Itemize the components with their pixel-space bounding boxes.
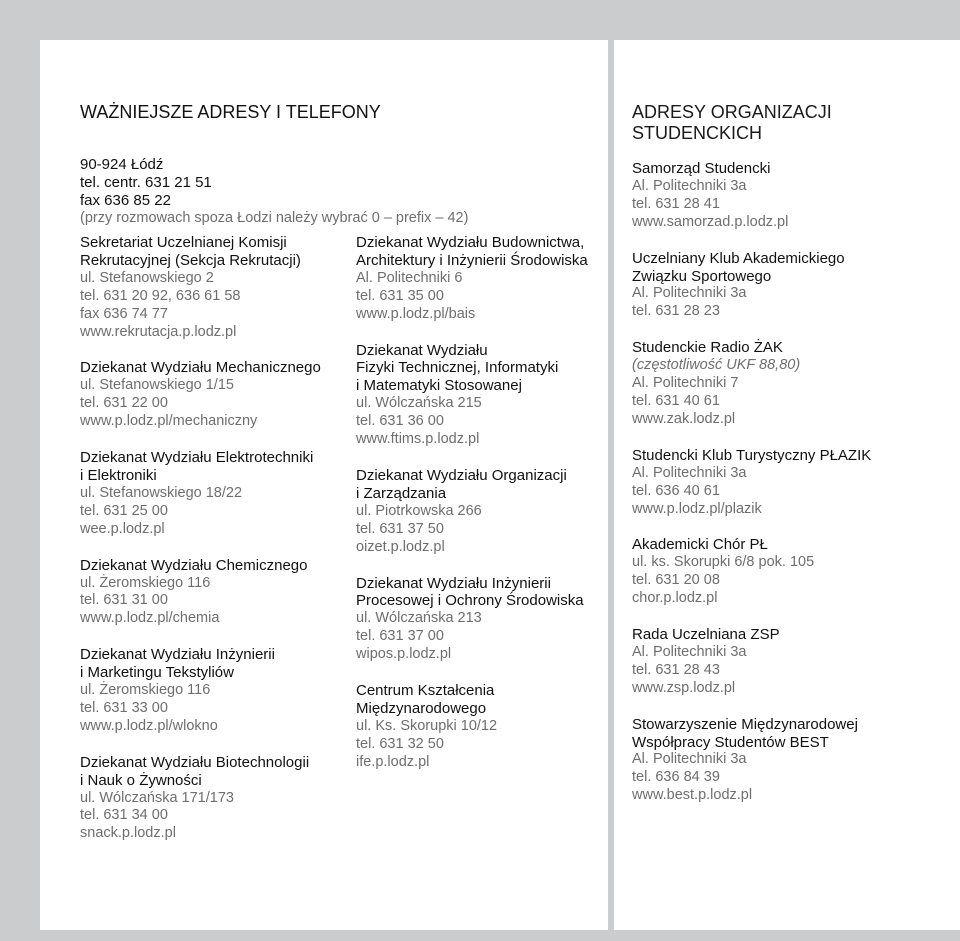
entry-detail: www.samorzad.p.lodz.pl (632, 213, 789, 230)
entry-detail: Al. Politechniki 3a (632, 464, 747, 481)
entry-detail: tel. 636 40 61 (632, 482, 720, 499)
entry-heading: Dziekanat Wydziału Biotechnologii (80, 753, 310, 771)
entry-detail: fax 636 74 77 (80, 305, 168, 322)
entry-detail: tel. 631 36 00 (356, 413, 444, 430)
address-entry (80, 234, 321, 341)
entry-detail: tel. 631 35 00 (356, 287, 444, 304)
entry-detail: Al. Politechniki 3a (632, 285, 747, 302)
entry-detail: ul. Stefanowskiego 18/22 (80, 484, 243, 501)
entry-heading: i Elektroniki (80, 466, 157, 484)
address-column-1 (80, 234, 321, 843)
intro-block (80, 156, 468, 228)
entry-detail: www.p.lodz.pl/plazik (632, 500, 762, 517)
entry-detail: tel. 631 37 00 (356, 628, 444, 645)
address-entry (356, 342, 588, 449)
entry-detail: wipos.p.lodz.pl (356, 646, 452, 663)
entry-heading: i Nauk o Żywności (80, 771, 202, 789)
entry-detail: tel. 631 28 41 (632, 195, 720, 212)
entry-detail: Al. Politechniki 6 (356, 269, 463, 286)
entry-heading: Studencki Klub Turystyczny PŁAZIK (632, 446, 872, 464)
entry-heading: i Marketingu Tekstyliów (80, 664, 234, 682)
entry-heading: Międzynarodowego (356, 699, 487, 717)
page-title: WAŻNIEJSZE ADRESY I TELEFONY (80, 102, 381, 122)
entry-heading: Dziekanat Wydziału Inżynierii (80, 646, 275, 664)
address-entry (632, 447, 871, 519)
entry-detail: tel. 631 37 50 (356, 520, 444, 537)
entry-heading: i Zarządzania (356, 484, 447, 502)
entry-detail: www.p.lodz.pl/mechaniczny (80, 413, 258, 430)
entry-detail: Al. Politechniki 3a (632, 751, 747, 768)
prefix-note: (przy rozmowach spoza Łodzi należy wybrać 0 – prefix – 42) (80, 209, 469, 226)
title-line: STUDENCKICH (632, 123, 763, 143)
entry-heading: Studenckie Radio ŻAK (632, 339, 783, 357)
city-line: 90-924 Łódź (80, 156, 164, 173)
entry-detail: snack.p.lodz.pl (80, 825, 176, 842)
entry-detail: tel. 631 31 00 (80, 592, 168, 609)
central-phone: tel. centr. 631 21 51 (80, 173, 212, 191)
student-orgs-title (632, 102, 832, 144)
entry-detail: oizet.p.lodz.pl (356, 538, 445, 555)
entry-detail: tel. 631 25 00 (80, 502, 168, 519)
right-panel (614, 40, 960, 930)
entry-detail: www.zak.lodz.pl (632, 410, 736, 427)
entry-detail: www.best.p.lodz.pl (632, 787, 753, 804)
entry-detail: tel. 631 20 92, 636 61 58 (80, 287, 241, 304)
address-entry (632, 250, 871, 322)
entry-detail: Al. Politechniki 3a (632, 177, 747, 194)
entry-detail: www.ftims.p.lodz.pl (356, 431, 480, 448)
address-entry (356, 234, 588, 324)
address-entry (632, 339, 871, 429)
address-entry (80, 646, 321, 736)
address-entry (80, 449, 321, 539)
address-entry (356, 682, 588, 772)
entry-detail: tel. 631 33 00 (80, 699, 168, 716)
entry-heading: Współpracy Studentów BEST (632, 733, 829, 751)
entry-detail: ul. ks. Skorupki 6/8 pok. 105 (632, 554, 815, 571)
entry-detail: tel. 636 84 39 (632, 769, 720, 786)
entry-detail: tel. 631 28 43 (632, 661, 720, 678)
address-entry (80, 359, 321, 431)
entry-heading: Sekretariat Uczelnianej Komisji (80, 234, 287, 251)
entry-heading: Dziekanat Wydziału Inżynierii (356, 574, 551, 592)
central-fax: fax 636 85 22 (80, 191, 171, 209)
entry-detail: ul. Wólczańska 213 (356, 610, 482, 627)
entry-detail: www.p.lodz.pl/bais (356, 305, 476, 322)
address-entry (356, 467, 588, 557)
address-entry (356, 575, 588, 665)
entry-detail: tel. 631 28 23 (632, 303, 720, 320)
student-orgs-list (632, 160, 871, 805)
entry-heading: Rekrutacyjnej (Sekcja Rekrutacji) (80, 251, 301, 269)
entry-detail: chor.p.lodz.pl (632, 590, 718, 607)
address-entry (80, 557, 321, 629)
entry-detail: www.rekrutacja.p.lodz.pl (80, 323, 237, 340)
entry-detail: ul. Stefanowskiego 1/15 (80, 377, 234, 394)
entry-detail: ife.p.lodz.pl (356, 753, 430, 770)
address-entry (632, 716, 871, 806)
entry-heading: Architektury i Inżynierii Środowiska (356, 251, 588, 269)
entry-detail: tel. 631 40 61 (632, 392, 720, 409)
entry-heading: Dziekanat Wydziału Mechanicznego (80, 359, 321, 377)
address-column-2 (356, 234, 588, 772)
address-entry (632, 536, 871, 608)
entry-heading: Fizyki Technicznej, Informatyki (356, 359, 559, 377)
entry-detail: www.p.lodz.pl/wlokno (80, 717, 218, 734)
entry-heading: Dziekanat Wydziału Elektrotechniki (80, 449, 314, 467)
left-panel (40, 40, 608, 930)
title-line: ADRESY ORGANIZACJI (632, 102, 832, 122)
entry-detail: ul. Wólczańska 215 (356, 395, 482, 412)
entry-detail: www.zsp.lodz.pl (632, 679, 736, 696)
entry-detail: Al. Politechniki 7 (632, 375, 739, 392)
address-entry (632, 160, 871, 232)
entry-heading: Procesowej i Ochrony Środowiska (356, 592, 584, 610)
entry-note: (częstotliwość UKF 88,80) (632, 357, 801, 374)
entry-heading: Dziekanat Wydziału (356, 341, 488, 359)
entry-detail: ul. Żeromskiego 116 (80, 574, 211, 591)
entry-detail: www.p.lodz.pl/chemia (80, 610, 220, 627)
entry-heading: Dziekanat Wydziału Chemicznego (80, 556, 308, 574)
entry-detail: tel. 631 20 08 (632, 572, 720, 589)
entry-heading: Dziekanat Wydziału Organizacji (356, 466, 567, 484)
address-entry (632, 626, 871, 698)
entry-heading: Uczelniany Klub Akademickiego (632, 249, 845, 267)
entry-heading: Akademicki Chór PŁ (632, 536, 768, 554)
entry-detail: ul. Piotrkowska 266 (356, 502, 482, 519)
entry-heading: Związku Sportowego (632, 267, 772, 285)
entry-detail: wee.p.lodz.pl (80, 520, 165, 537)
entry-detail: tel. 631 34 00 (80, 807, 168, 824)
entry-detail: ul. Stefanowskiego 2 (80, 269, 214, 286)
entry-heading: Samorząd Studencki (632, 160, 771, 177)
address-entry (80, 754, 321, 844)
entry-heading: Stowarzyszenie Międzynarodowej (632, 715, 858, 733)
entry-detail: ul. Ks. Skorupki 10/12 (356, 717, 498, 734)
entry-heading: Dziekanat Wydziału Budownictwa, (356, 234, 585, 251)
entry-detail: ul. Wólczańska 171/173 (80, 789, 234, 806)
entry-detail: Al. Politechniki 3a (632, 643, 747, 660)
entry-heading: Rada Uczelniana ZSP (632, 626, 780, 644)
entry-detail: ul. Żeromskiego 116 (80, 682, 211, 699)
entry-heading: Centrum Kształcenia (356, 682, 495, 700)
entry-heading: i Matematyki Stosowanej (356, 377, 522, 395)
entry-detail: tel. 631 22 00 (80, 395, 168, 412)
entry-detail: tel. 631 32 50 (356, 735, 444, 752)
